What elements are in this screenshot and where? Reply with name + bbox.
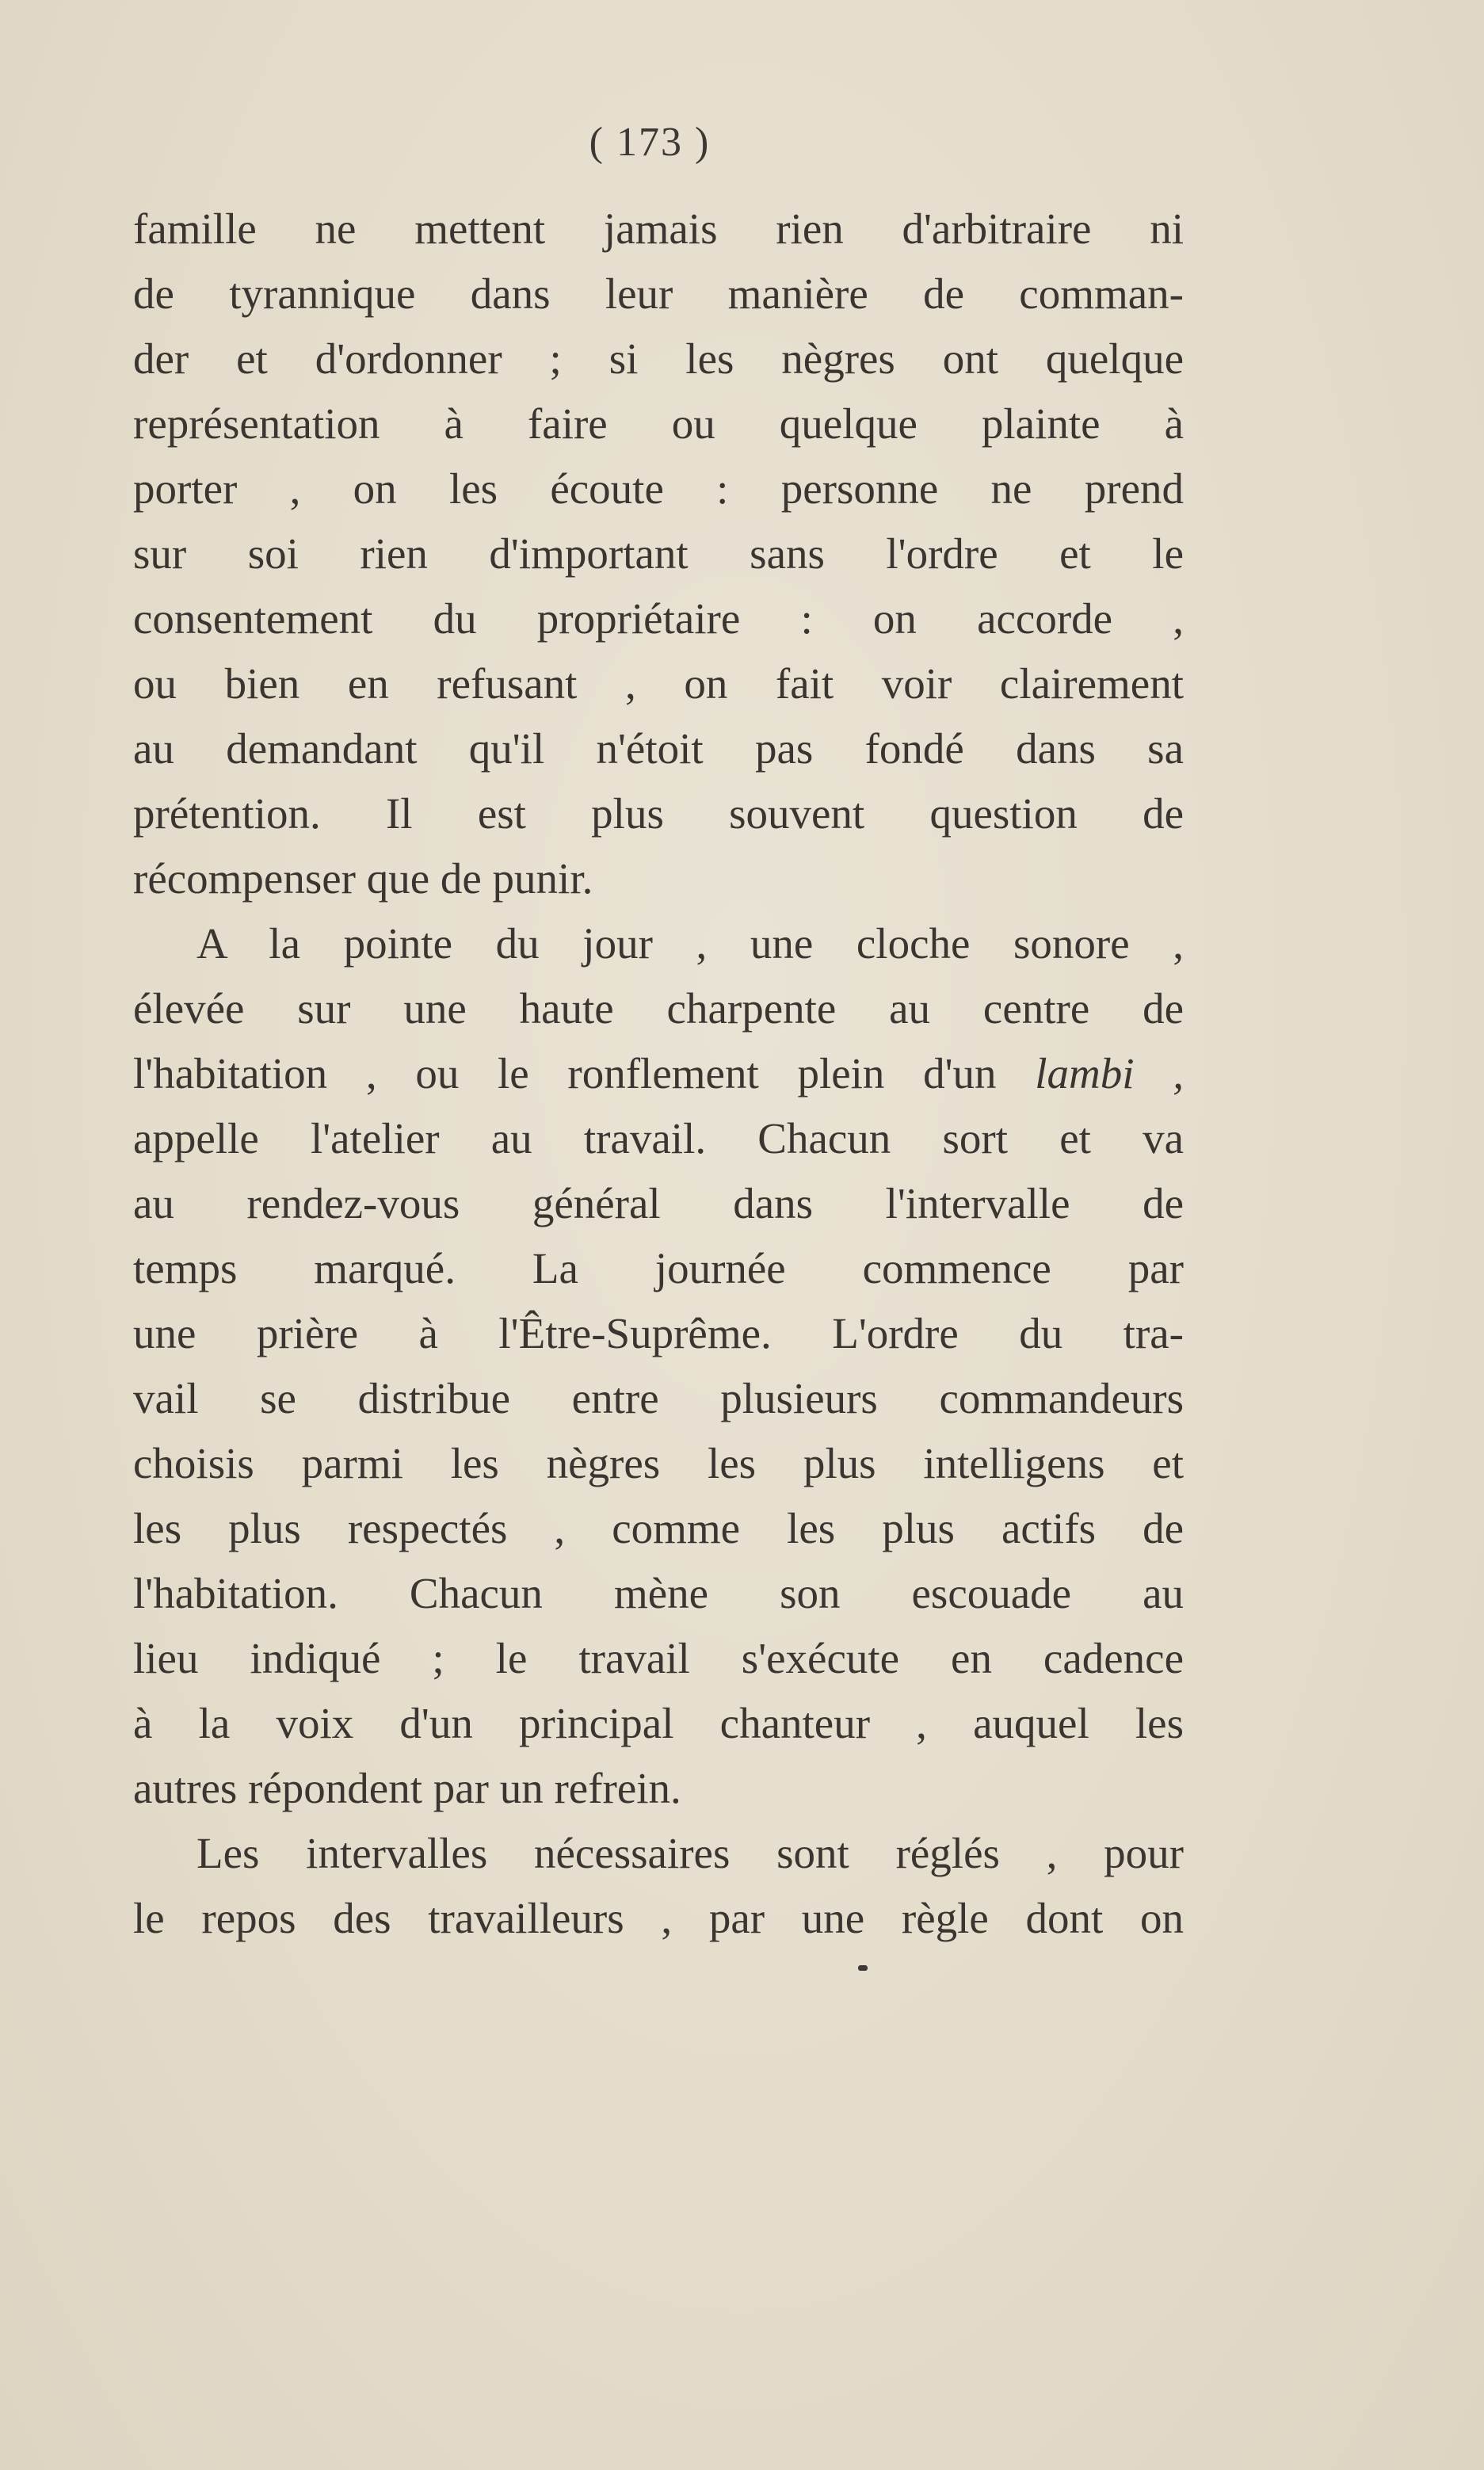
text-line: porter , on les écoute : personne ne prend xyxy=(133,464,1184,513)
text-line: à la voix d'un principal chanteur , auquel les xyxy=(133,1699,1184,1747)
text-line: élevée sur une haute charpente au centre de xyxy=(133,984,1184,1033)
text-line: A la pointe du jour , une cloche sonore , xyxy=(196,919,1184,968)
text-line: les plus respectés , comme les plus actifs de xyxy=(133,1504,1184,1552)
text-line: représentation à faire ou quelque plainte à xyxy=(133,399,1184,448)
text-line: autres répondent par un refrein. xyxy=(133,1764,681,1812)
italic-word-lambi: lambi , xyxy=(1035,1049,1185,1098)
text-line: Les intervalles nécessaires sont réglés , pour xyxy=(196,1829,1184,1877)
text-line: prétention. Il est plus souvent question de xyxy=(133,789,1184,838)
text-line: appelle l'atelier au travail. Chacun sort et va xyxy=(133,1114,1184,1162)
text-segment: l'habitation , ou le ronflement plein d'un xyxy=(133,1049,997,1098)
text-line: récompenser que de punir. xyxy=(133,854,593,903)
body-text xyxy=(133,197,1184,1951)
text-line: der et d'ordonner ; si les nègres ont quelque xyxy=(133,334,1184,383)
text-line: au rendez-vous général dans l'intervalle de xyxy=(133,1179,1184,1227)
text-line: consentement du propriétaire : on accorde , xyxy=(133,594,1184,643)
text-line: lieu indiqué ; le travail s'exécute en cadence xyxy=(133,1634,1184,1682)
text-line: le repos des travailleurs , par une règle dont on xyxy=(133,1894,1184,1942)
text-line: famille ne mettent jamais rien d'arbitraire ni xyxy=(133,204,1184,253)
text-line: de tyrannique dans leur manière de comman- xyxy=(133,269,1184,318)
text-line: ou bien en refusant , on fait voir clairement xyxy=(133,659,1184,708)
text-line: vail se distribue entre plusieurs commandeurs xyxy=(133,1374,1184,1422)
text-line: choisis parmi les nègres les plus intelligens et xyxy=(133,1439,1184,1487)
ink-mark xyxy=(858,1965,868,1971)
text-line: au demandant qu'il n'étoit pas fondé dans sa xyxy=(133,724,1184,773)
text-line: temps marqué. La journée commence par xyxy=(133,1244,1184,1292)
page-number: ( 173 ) xyxy=(589,120,711,165)
text-line-with-italic xyxy=(133,1041,1184,1106)
text-line: l'habitation. Chacun mène son escouade au xyxy=(133,1569,1184,1617)
text-line: une prière à l'Être-Suprême. L'ordre du tra- xyxy=(133,1309,1184,1357)
text-line: sur soi rien d'important sans l'ordre et le xyxy=(133,529,1184,578)
